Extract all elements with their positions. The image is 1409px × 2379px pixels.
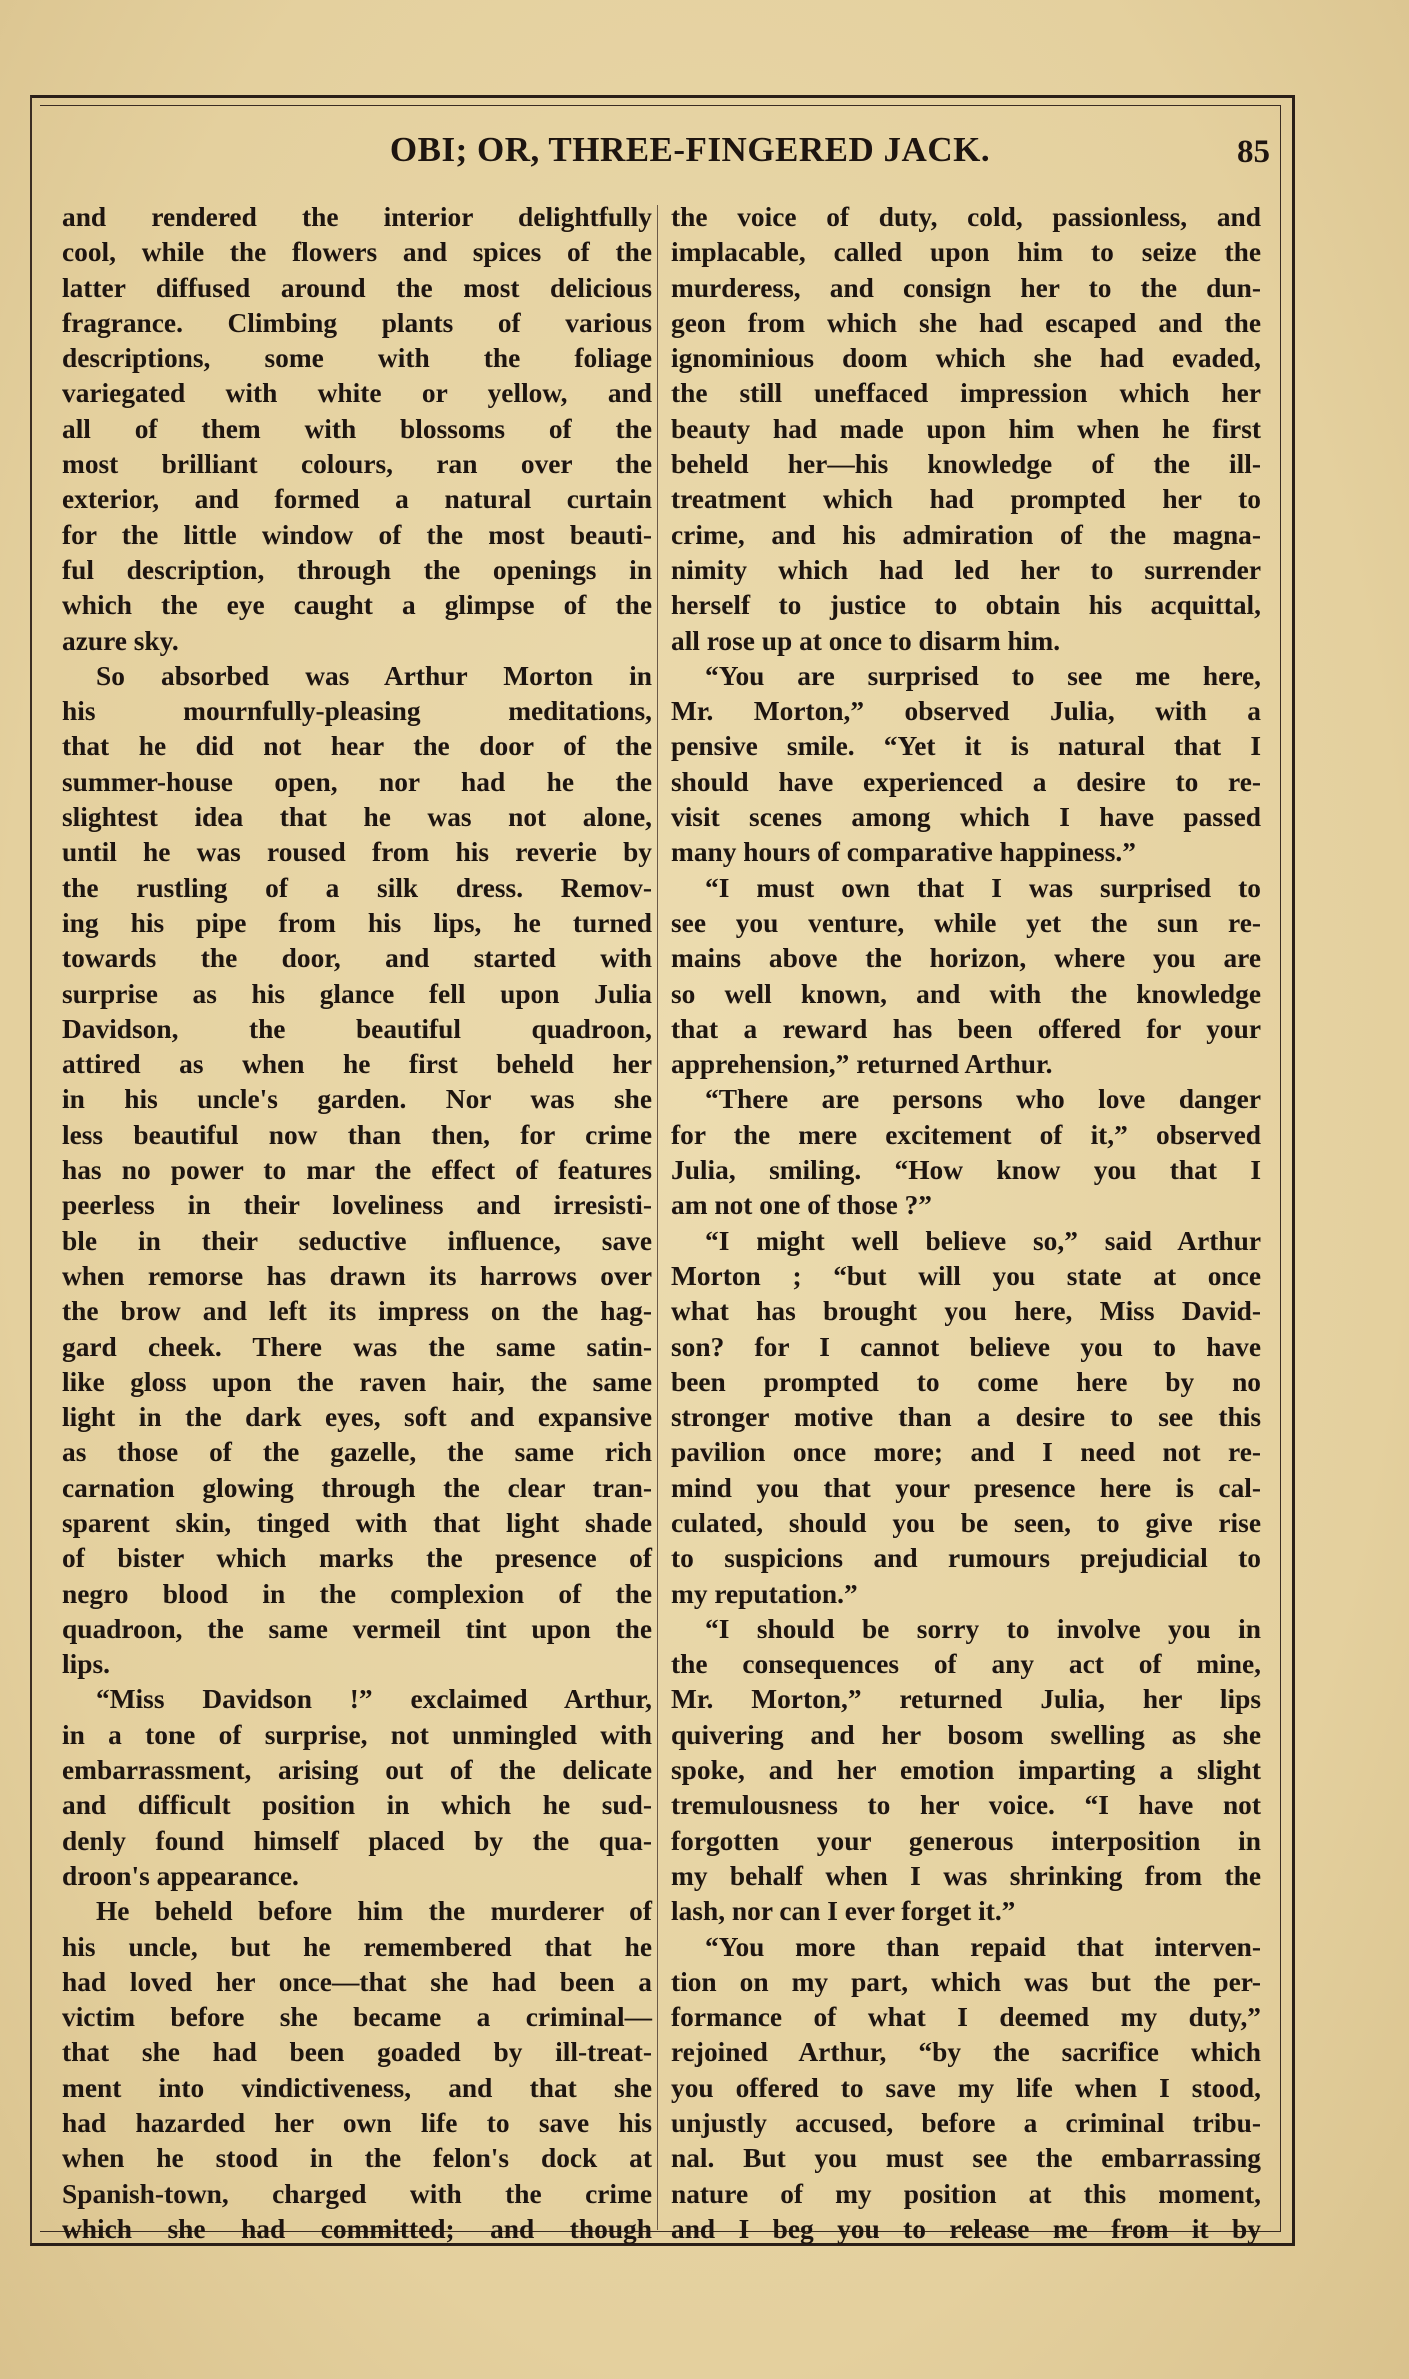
text-line: crime, and his admiration of the magna- xyxy=(671,519,1261,550)
text-line: for the little window of the most beauti- xyxy=(62,519,652,550)
text-line: denly found himself placed by the qua- xyxy=(62,1825,652,1856)
text-line: quivering and her bosom swelling as she xyxy=(671,1719,1261,1750)
text-line: So absorbed was Arthur Morton in xyxy=(96,660,652,691)
text-line: in his uncle's garden. Nor was she xyxy=(62,1084,652,1115)
text-line: “I should be sorry to involve you in xyxy=(705,1613,1261,1644)
text-line: in a tone of surprise, not unmingled with xyxy=(62,1719,652,1750)
text-line: descriptions, some with the foliage xyxy=(62,343,652,374)
text-line: formance of what I deemed my duty,” xyxy=(671,2002,1261,2033)
text-line: “You are surprised to see me here, xyxy=(705,660,1261,691)
text-line: treatment which had prompted her to xyxy=(671,484,1261,515)
text-line: ful description, through the openings in xyxy=(62,554,652,585)
text-line: exterior, and formed a natural curtain xyxy=(62,484,652,515)
text-line: pensive smile. “Yet it is natural that I xyxy=(671,731,1261,762)
text-line: nal. But you must see the embarrassing xyxy=(671,2143,1261,2174)
text-line: variegated with white or yellow, and xyxy=(62,378,652,409)
text-line: the consequences of any act of mine, xyxy=(671,1649,1261,1680)
text-line: cool, while the flowers and spices of the xyxy=(62,237,652,268)
text-line: “You more than repaid that interven- xyxy=(705,1931,1261,1962)
text-line: stronger motive than a desire to see this xyxy=(671,1402,1261,1433)
text-line: attired as when he first beheld her xyxy=(62,1049,652,1080)
text-line: all rose up at once to disarm him. xyxy=(671,625,1061,656)
text-line: the still uneffaced impression which her xyxy=(671,378,1261,409)
text-line: fragrance. Climbing plants of various xyxy=(62,307,652,338)
text-line: “I must own that I was surprised to xyxy=(705,872,1261,903)
text-line: has no power to mar the effect of features xyxy=(62,1155,652,1186)
text-line: tremulousness to her voice. “I have not xyxy=(671,1790,1261,1821)
text-line: had hazarded her own life to save his xyxy=(62,2108,652,2139)
text-line: Julia, smiling. “How know you that I xyxy=(671,1155,1261,1186)
text-line: am not one of those ?” xyxy=(671,1190,932,1221)
text-line: pavilion once more; and I need not re- xyxy=(671,1437,1261,1468)
text-line: spoke, and her emotion imparting a slight xyxy=(671,1755,1261,1786)
running-title: OBI; OR, THREE-FINGERED JACK. xyxy=(389,130,991,169)
text-line: towards the door, and started with xyxy=(62,943,652,974)
text-line: his mournfully-pleasing meditations, xyxy=(62,696,652,727)
text-line: until he was roused from his reverie by xyxy=(62,837,652,868)
text-line: all of them with blossoms of the xyxy=(62,413,652,444)
text-line: my behalf when I was shrinking from the xyxy=(671,1860,1261,1891)
text-line: slightest idea that he was not alone, xyxy=(62,802,652,833)
text-line: what has brought you here, Miss David- xyxy=(671,1296,1261,1327)
text-line: peerless in their loveliness and irresisti- xyxy=(62,1190,652,1221)
text-line: like gloss upon the raven hair, the same xyxy=(62,1366,652,1397)
text-line: “Miss Davidson !” exclaimed Arthur, xyxy=(96,1684,652,1715)
text-line: “I might well believe so,” said Arthur xyxy=(705,1225,1261,1256)
text-line: the brow and left its impress on the hag- xyxy=(62,1296,652,1327)
text-line: ing his pipe from his lips, he turned xyxy=(62,907,652,938)
text-line: ble in their seductive influence, save xyxy=(62,1225,652,1256)
text-line: visit scenes among which I have passed xyxy=(671,802,1261,833)
text-line: unjustly accused, before a criminal tribu- xyxy=(671,2108,1261,2139)
text-line: had loved her once—that she had been a xyxy=(62,1966,652,1997)
text-line: Spanish-town, charged with the crime xyxy=(62,2178,652,2209)
text-line: azure sky. xyxy=(62,625,179,656)
text-line: when remorse has drawn its harrows over xyxy=(62,1260,652,1291)
text-line: latter diffused around the most delicious xyxy=(62,272,652,303)
text-line: the rustling of a silk dress. Remov- xyxy=(62,872,652,903)
text-line: “There are persons who love danger xyxy=(705,1084,1261,1115)
text-line: ignominious doom which she had evaded, xyxy=(671,343,1261,374)
text-line: mains above the horizon, where you are xyxy=(671,943,1261,974)
text-line: sparent skin, tinged with that light shade xyxy=(62,1507,652,1538)
text-line: implacable, called upon him to seize the xyxy=(671,237,1261,268)
text-line: my reputation.” xyxy=(671,1578,858,1609)
page-number: 85 xyxy=(1237,134,1270,170)
text-line: you offered to save my life when I stood, xyxy=(671,2072,1261,2103)
text-line: carnation glowing through the clear tran- xyxy=(62,1472,652,1503)
text-line: forgotten your generous interposition in xyxy=(671,1825,1261,1856)
text-line: beheld her—his knowledge of the ill- xyxy=(671,449,1261,480)
text-line: most brilliant colours, ran over the xyxy=(62,449,652,480)
text-line: surprise as his glance fell upon Julia xyxy=(62,978,652,1009)
text-line: as those of the gazelle, the same rich xyxy=(62,1437,652,1468)
text-line: and rendered the interior delightfully xyxy=(62,202,652,232)
text-line: see you venture, while yet the sun re- xyxy=(671,907,1261,938)
text-line: nimity which had led her to surrender xyxy=(671,554,1261,585)
page-header xyxy=(40,130,1280,180)
text-line: many hours of comparative happiness.” xyxy=(671,837,1136,868)
text-line: apprehension,” returned Arthur. xyxy=(671,1049,1053,1080)
text-line: tion on my part, which was but the per- xyxy=(671,1966,1261,1997)
text-line: so well known, and with the knowledge xyxy=(671,978,1261,1009)
text-line: should have experienced a desire to re- xyxy=(671,766,1261,797)
text-line: and difficult position in which he sud- xyxy=(62,1790,652,1821)
text-line: gard cheek. There was the same satin- xyxy=(62,1331,652,1362)
text-line: beauty had made upon him when he first xyxy=(671,413,1261,444)
text-line: been prompted to come here by no xyxy=(671,1366,1261,1397)
text-line: Davidson, the beautiful quadroon, xyxy=(62,1013,652,1044)
text-line: of bister which marks the presence of xyxy=(62,1543,652,1574)
text-line: and I beg you to release me from it by xyxy=(671,2213,1261,2244)
text-line: which the eye caught a glimpse of the xyxy=(62,590,652,621)
text-line: son? for I cannot believe you to have xyxy=(671,1331,1261,1362)
text-line: droon's appearance. xyxy=(62,1860,299,1891)
text-line: light in the dark eyes, soft and expansive xyxy=(62,1402,652,1433)
text-line: nature of my position at this moment, xyxy=(671,2178,1261,2209)
text-line: Mr. Morton,” returned Julia, her lips xyxy=(671,1684,1261,1715)
text-line: Mr. Morton,” observed Julia, with a xyxy=(671,696,1261,727)
text-line: He beheld before him the murderer of xyxy=(96,1896,652,1927)
text-line: lips. xyxy=(62,1649,110,1680)
text-line: culated, should you be seen, to give rise xyxy=(671,1507,1261,1538)
text-line: ment into vindictiveness, and that she xyxy=(62,2072,652,2103)
text-line: murderess, and consign her to the dun- xyxy=(671,272,1261,303)
text-line: when he stood in the felon's dock at xyxy=(62,2143,652,2174)
text-line: that a reward has been offered for your xyxy=(671,1013,1261,1044)
text-line: geon from which she had escaped and the xyxy=(671,307,1261,338)
text-line: victim before she became a criminal— xyxy=(62,2002,652,2033)
text-line: embarrassment, arising out of the delicate xyxy=(62,1755,652,1786)
column-divider xyxy=(657,205,658,2230)
text-line: which she had committed; and though xyxy=(62,2213,652,2244)
text-line: the voice of duty, cold, passionless, and xyxy=(671,202,1261,232)
text-line: to suspicions and rumours prejudicial to xyxy=(671,1543,1261,1574)
left-text-column xyxy=(62,200,652,2247)
text-line: less beautiful now than then, for crime xyxy=(62,1119,652,1150)
text-line: that she had been goaded by ill-treat- xyxy=(62,2037,652,2068)
text-line: herself to justice to obtain his acquittal, xyxy=(671,590,1261,621)
text-line: mind you that your presence here is cal- xyxy=(671,1472,1261,1503)
text-line: quadroon, the same vermeil tint upon the xyxy=(62,1613,652,1644)
text-line: summer-house open, nor had he the xyxy=(62,766,652,797)
text-line: negro blood in the complexion of the xyxy=(62,1578,652,1609)
right-text-column xyxy=(671,200,1261,2247)
text-line: rejoined Arthur, “by the sacrifice which xyxy=(671,2037,1261,2068)
text-line: that he did not hear the door of the xyxy=(62,731,652,762)
text-line: his uncle, but he remembered that he xyxy=(62,1931,652,1962)
text-line: for the mere excitement of it,” observed xyxy=(671,1119,1261,1150)
text-line: lash, nor can I ever forget it.” xyxy=(671,1896,1016,1927)
text-line: Morton ; “but will you state at once xyxy=(671,1260,1261,1291)
